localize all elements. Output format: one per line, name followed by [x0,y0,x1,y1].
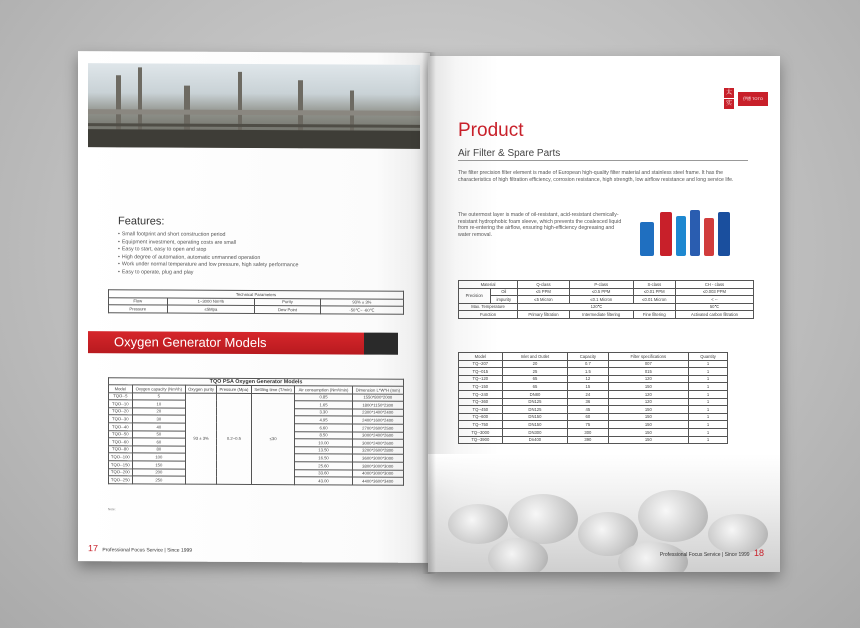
table-cell: ≤5 Micron [518,296,570,304]
table-cell: 3600*3000*3000 [352,454,403,462]
table-cell: DN150 [502,421,568,429]
table-cell: 45 [568,406,608,414]
table-row [459,288,754,296]
table-cell: Primary filtration [518,311,570,319]
table-cell: Dew Point [255,306,320,314]
table-cell: impurity [490,296,518,304]
table-cell: 120℃ [518,303,676,311]
features-title: Features: [118,215,165,228]
table-cell: ≤30 [251,393,295,484]
table-cell: TQO--30 [109,415,133,423]
table-cell: 300 [568,428,608,436]
table-cell: Fine filtering [633,311,675,319]
feature-item: • High degree of automation, automatic unmanned operation [118,254,408,263]
column-header: Q-class [518,281,570,289]
table-cell: TQ--450 [459,406,503,414]
table-row [109,305,404,314]
table-row [459,360,728,368]
table-cell: TQO--150 [109,461,133,469]
column-header: Settling time (T/min) [251,385,295,393]
column-header: Dimension L*W*H (mm) [352,386,403,394]
left-footer [88,543,192,554]
product-title: Product [458,120,524,141]
column-header: Model [109,385,133,393]
table-cell: DN80 [502,390,568,398]
table-cell: TQO--10 [109,400,133,408]
table-row [459,375,728,383]
column-header: Air consumption (Nm³/min) [295,386,352,394]
table-cell: 13.50 [295,446,352,454]
table-cell: 24 [568,390,608,398]
table-cell: TQ--750 [459,421,503,429]
table-cell: 3800*3000*3000 [352,462,403,470]
feature-item: • Equipment investment, operating costs are small [118,239,408,248]
footer-text: Professional Focus Service | Since 1999 [659,552,750,558]
table-cell: ≤5Mpa [167,305,255,313]
banner-accent [364,333,398,355]
table-cell: 30 [132,415,185,423]
table-cell: TQ--3900 [459,436,503,444]
table-cell: 15 [568,383,608,391]
note: Note: [108,507,116,512]
column-header: S-class [633,281,675,289]
table-cell: 1 [689,390,728,398]
table-cell: Intermediate filtering [569,311,633,319]
table-cell: 10 [132,400,185,408]
table-cell: 1.5 [568,368,608,376]
table-cell: 1800*1150*2300 [352,401,403,409]
table-cell: < -- [676,296,754,304]
logo-text: 伊德 TOTO [738,92,768,106]
feature-item: • Easy to operate, plug and play [118,269,408,278]
table-cell: TQO--5 [109,392,133,400]
table-cell: Precision [459,288,491,303]
table-cell: 007 [608,360,689,368]
table-cell: 0.7 [568,360,608,368]
table-cell: DN125 [502,398,568,406]
industrial-plant-photo [88,63,420,149]
table-cell: TQO--250 [109,476,133,484]
table-cell: 1 [689,436,728,444]
column-header: Quantity [689,353,728,361]
table-cell: 1550*800*2000 [352,394,403,402]
param-table-title: Technical Parameters [109,290,404,299]
table-cell: ≤0.01 PPM [633,288,675,296]
table-cell: 0.85 [295,393,352,401]
table-cell: ≤0.1 Micron [569,296,633,304]
table-cell: TQ--360 [459,398,503,406]
table-cell: 60 [568,413,608,421]
logo-char: 太 [725,90,732,96]
company-logo [724,88,768,110]
table-cell: Oil [490,288,518,296]
table-cell: 150 [608,428,689,436]
column-header: Model [459,353,503,361]
table-cell: ≤0.003 PPM [676,288,754,296]
table-row [459,428,728,436]
table-cell: ≤0.01 Micron [633,296,675,304]
book-spine [422,52,436,574]
table-header-row [459,353,728,361]
table-row [459,296,754,304]
feature-item: • Work under normal temperature and low pressure, high safety performance [118,262,408,271]
table-cell: 1~3000 Nm³/h [167,298,255,306]
table-row [459,383,728,391]
table-row [459,436,728,444]
column-header: Filter specifications [608,353,689,361]
table-cell: 3000*2400*2600 [352,439,403,447]
brochure-spread [78,52,780,574]
table-cell: 6.60 [295,424,352,432]
table-cell: 10.00 [295,439,352,447]
table-cell: 1 [689,421,728,429]
column-header: Capacity [568,353,608,361]
table-cell: 150 [608,413,689,421]
table-cell: Flow [109,297,168,305]
table-cell: TQ--600 [459,413,503,421]
table-cell: ≤0.5 PPM [569,288,633,296]
column-header: Oxygen capacity (Nm³/h) [132,385,185,393]
table-cell: TQO--50 [109,430,133,438]
table-cell: DN300 [502,428,568,436]
table-cell: 250 [132,476,185,484]
table-cell: 4000*3000*3000 [352,470,403,478]
page-number: 17 [88,543,99,554]
table-cell: 43.00 [295,477,352,485]
feature-item: • Easy to start, easy to open and stop [118,246,408,255]
table-cell: 93% ± 3% [320,298,403,306]
table-cell: 015 [608,368,689,376]
table-cell: DN125 [502,406,568,414]
column-header: Pressure (Mpa) [217,385,251,393]
table-cell: 120 [608,398,689,406]
table-cell: 36 [568,398,608,406]
table-cell: Pressure [109,305,168,313]
footer-text: Professional Focus Service | Since 1999 [102,547,193,554]
table-cell: TQO--60 [109,438,133,446]
tqo-models-table [108,377,404,485]
table-cell: 60 [132,438,185,446]
table-cell: 120 [608,390,689,398]
table-cell: 150 [132,461,185,469]
table-cell: 33.60 [295,469,352,477]
table-cell: 1 [689,368,728,376]
table-cell: TQ--240 [459,390,503,398]
table-cell: 8.50 [295,431,352,439]
table-cell: 65 [502,383,568,391]
table-cell: 150 [608,383,689,391]
table-cell: 50℃ [676,303,754,311]
table-cell: TQO--200 [109,468,133,476]
table-row [459,406,728,414]
table-cell: 1 [689,406,728,414]
table-cell: Activated carbon filtration [676,311,754,319]
table-cell: TQO--40 [109,423,133,431]
table-cell: TQO--100 [109,453,133,461]
table-cell: 2300*1400*2400 [352,409,403,417]
table-header-row [459,281,754,289]
filter-products-image [640,206,750,256]
table-cell: 1 [689,398,728,406]
table-cell: 65 [502,375,568,383]
table-row [459,398,728,406]
table-cell: Function [459,311,518,319]
table-row [459,390,728,398]
table-cell: 0.2~0.5 [217,393,251,484]
column-header: CH - class [676,281,754,289]
table-cell: 150 [608,436,689,444]
table-row [459,311,754,319]
table-cell: TQ--150 [459,383,503,391]
table-cell: 3000*2400*2600 [352,432,403,440]
table-cell: 20 [502,360,568,368]
tqo-table-title: TQO PSA Oxygen Generator Models [108,377,404,386]
left-page [78,51,430,563]
table-cell: TQO--20 [109,408,133,416]
table-cell: Dn400 [502,436,568,444]
table-cell: 25 [502,368,568,376]
feature-item: • Small footprint and short construction period [118,231,408,240]
table-cell: 20 [132,408,185,416]
oxygen-generator-banner: Oxygen Generator Models [88,331,364,354]
table-cell: 16.50 [295,454,352,462]
technical-parameters-table [108,289,404,314]
table-cell: 390 [568,436,608,444]
column-header: Oxygen purity [186,385,217,393]
column-header: Inlet and Outlet [502,353,568,361]
table-cell: DN150 [502,413,568,421]
table-cell: 150 [608,421,689,429]
table-cell: 80 [132,446,185,454]
column-header: Material [459,281,518,289]
right-page [428,56,780,572]
table-row [459,303,754,311]
description-paragraph: The outermost layer is made of oil-resistant, acid-resistant chemically-resistant hydrophobic foam sleeve, which prevents the coalesced liquid from re-entering the airflow, ensuring high-efficiency degreasing and water removal. [458,212,622,238]
table-cell: ≤5 PPM [518,288,570,296]
table-cell: 1 [689,428,728,436]
table-cell: 120 [608,375,689,383]
table-cell: Max. Temperature [459,303,518,311]
table-row [459,421,728,429]
table-row [459,368,728,376]
table-cell: 1 [689,375,728,383]
table-cell: 75 [568,421,608,429]
description-paragraph: The filter precision filter element is made of European high-quality filter material and stainless steel frame. It has the characteristics of high filtration efficiency, corrosion resistance, high strength, low airflow resistance and long service life. [458,170,734,183]
table-cell: 4400*3600*3400 [352,477,403,485]
table-row [459,413,728,421]
table-cell: 3200*2600*2800 [352,447,403,455]
filter-class-table [458,280,754,319]
table-cell: TQ--120 [459,375,503,383]
table-cell: 12 [568,375,608,383]
table-cell: 50 [132,430,185,438]
table-cell: 1 [689,413,728,421]
table-cell: 93 ± 3% [186,393,217,484]
logo-char: 实 [725,101,732,107]
table-cell: 1 [689,360,728,368]
table-cell: 3.30 [295,408,352,416]
table-cell: TQ--3000 [459,428,503,436]
table-cell: TQO--80 [109,445,133,453]
filter-models-table [458,352,728,444]
column-header: P-class [569,281,633,289]
table-cell: 5 [132,392,185,400]
table-cell: Purity [255,298,320,306]
table-cell: 150 [608,406,689,414]
right-footer [660,548,764,558]
table-cell: -50℃~ -60℃ [320,306,403,314]
table-cell: 25.60 [295,462,352,470]
table-cell: TQ--207 [459,360,503,368]
table-cell: 40 [132,423,185,431]
features-list [118,231,408,278]
divider [458,160,748,161]
table-cell: 4.95 [295,416,352,424]
table-cell: 200 [132,468,185,476]
table-cell: TQ--015 [459,368,503,376]
table-cell: 1 [689,383,728,391]
table-cell: 2700*2600*2500 [352,424,403,432]
table-cell: 100 [132,453,185,461]
table-cell: 2400*1600*2400 [352,416,403,424]
table-cell: 1.65 [295,401,352,409]
page-number: 18 [753,548,764,558]
product-subtitle: Air Filter & Spare Parts [458,148,561,159]
features-section [118,215,408,278]
